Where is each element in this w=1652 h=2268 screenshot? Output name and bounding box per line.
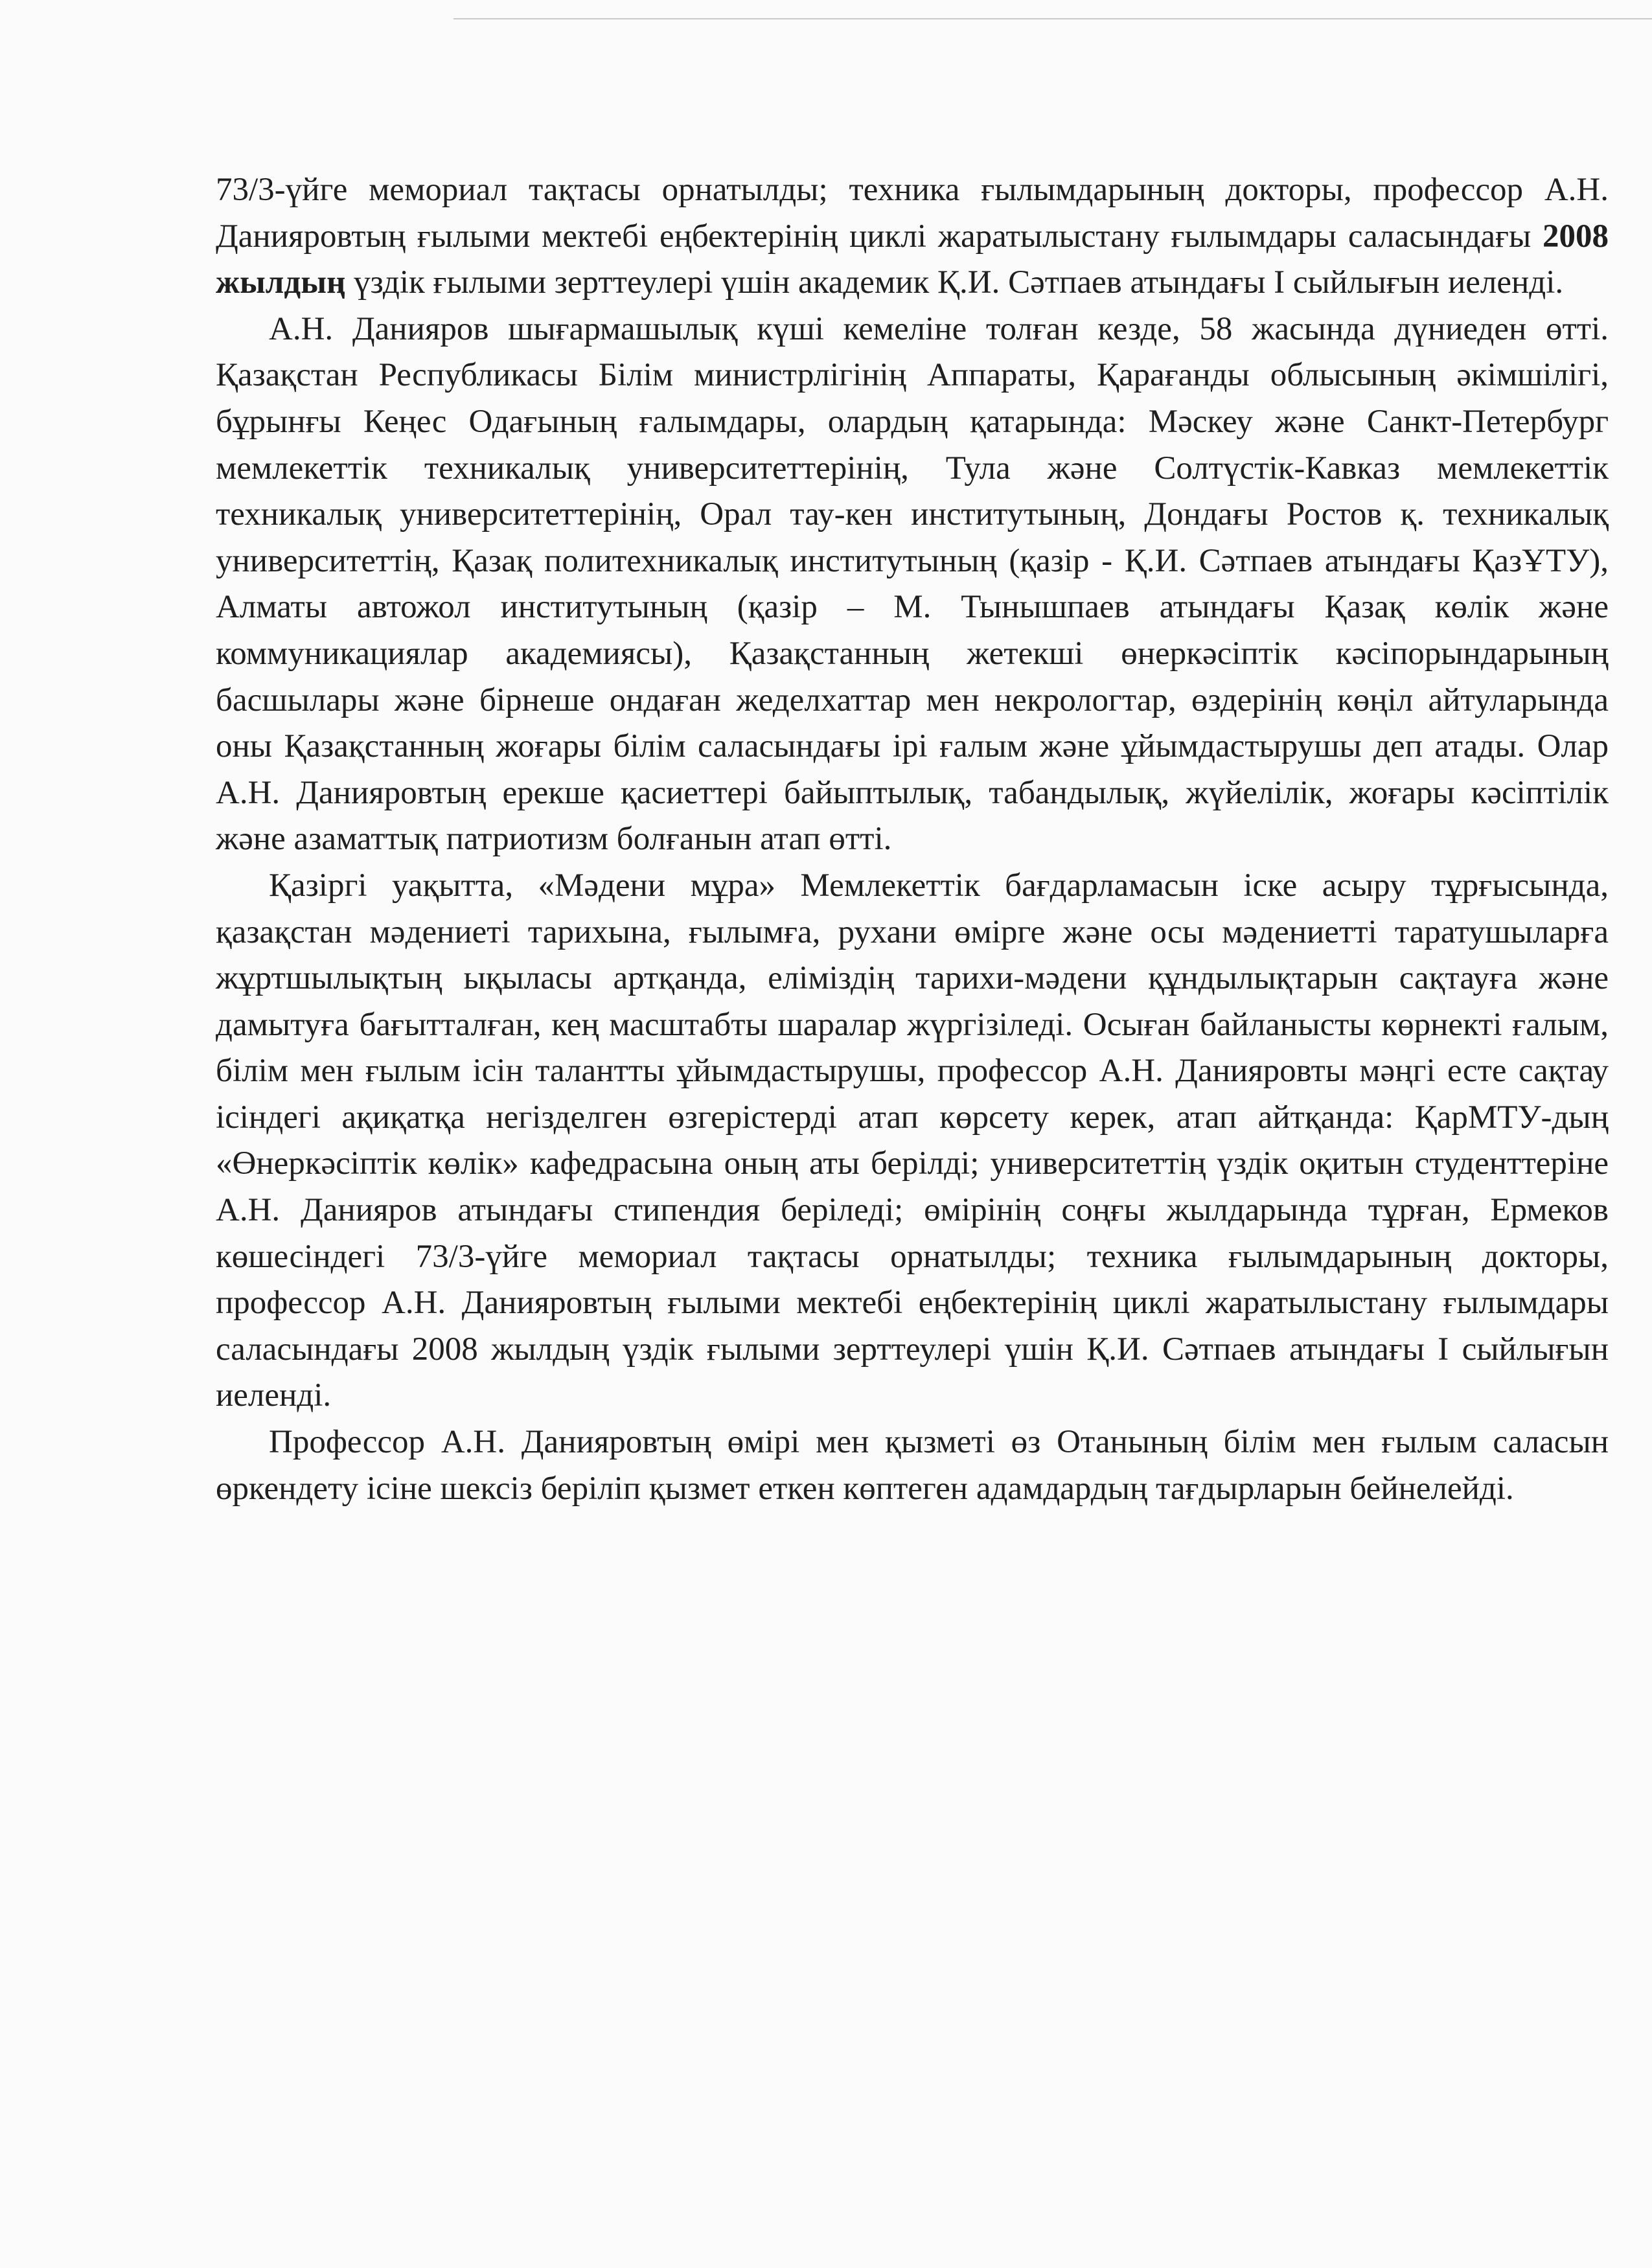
paragraph-1-start: 73/3-үйге мемориал тақтасы орнатылды; техника ғылымдарының докторы, профессор А.Н. Данияровтың ғылыми мектебі еңбектерінің циклі жаратылыстану ғылымдары саласындағы <box>216 172 1609 255</box>
document-body <box>216 167 1609 1512</box>
scan-edge-line <box>453 18 1652 19</box>
paragraph-3: Қазіргі уақытта, «Мәдени мұра» Мемлекеттік бағдарламасын іске асыру тұрғысында, қазақстан мәдениеті тарихына, ғылымға, рухани өмірге және осы мәдениетті таратушыларға жұртшылықтың ықыласы артқанда, еліміздің тарихи-мәдени құндылықтарын сақтауға және дамытуға бағытталған, кең масштабты шаралар жүргізіледі. Осыған байланысты көрнекті ғалым, білім мен ғылым ісін талантты ұйымдастырушы, профессор А.Н. Данияровты мәңгі есте сақтау ісіндегі ақиқатқа негізделген өзгерістерді атап көрсету керек, атап айтқанда: ҚарМТУ-дың «Өнеркәсіптік көлік» кафедрасына оның аты берілді; университеттің үздік оқитын студенттеріне А.Н. Данияров атындағы стипендия беріледі; өмірінің соңғы жылдарында тұрған, Ермеков көшесіндегі 73/3-үйге мемориал тақтасы орнатылды; техника ғылымдарының докторы, профессор А.Н. Данияровтың ғылыми мектебі еңбектерінің циклі жаратылыстану ғылымдары саласындағы 2008 жылдың үздік ғылыми зерттеулері үшін Қ.И. Сәтпаев атындағы І сыйлығын иеленді. <box>216 867 1609 1414</box>
paragraph-4: Профессор А.Н. Данияровтың өмірі мен қызметі өз Отанының білім мен ғылым саласын өркендету ісіне шексіз беріліп қызмет еткен көптеген адамдардың тағдырларын бейнелейді. <box>216 1424 1609 1507</box>
paragraph-1 <box>216 167 1609 306</box>
paragraph-1-end: үздік ғылыми зерттеулері үшін академик Қ.И. Сәтпаев атындағы І сыйлығын иеленді. <box>345 264 1564 301</box>
paragraph-2: А.Н. Данияров шығармашылық күші кемеліне толған кезде, 58 жасында дүниеден өтті. Қазақстан Республикасы Білім министрлігінің Аппараты, Қарағанды облысының әкімшілігі, бұрынғы Кеңес Одағының ғалымдары, олардың қатарында: Мәскеу және Санкт-Петербург мемлекеттік техникалық университеттерінің, Тула және Солтүстік-Кавказ мемлекеттік техникалық университеттерінің, Орал тау-кен институтының, Дондағы Ростов қ. техникалық университеттің, Қазақ политехникалық институтының (қазір - Қ.И. Сәтпаев атындағы ҚазҰТУ), Алматы автожол институтының (қазір – М. Тынышпаев атындағы Қазақ көлік және коммуникациялар академиясы), Қазақстанның жетекші өнеркәсіптік кәсіпорындарының басшылары және бірнеше ондаған жеделхаттар мен некрологтар, өздерінің көңіл айтуларында оны Қазақстанның жоғары білім саласындағы ірі ғалым және ұйымдастырушы деп атады. Олар А.Н. Данияровтың ерекше қасиеттері байыптылық, табандылық, жүйелілік, жоғары кәсіптілік және азаматтық патриотизм болғанын атап өтті. <box>216 310 1609 858</box>
paragraph-1-bold-year: 2008 жылдың <box>216 218 1609 301</box>
